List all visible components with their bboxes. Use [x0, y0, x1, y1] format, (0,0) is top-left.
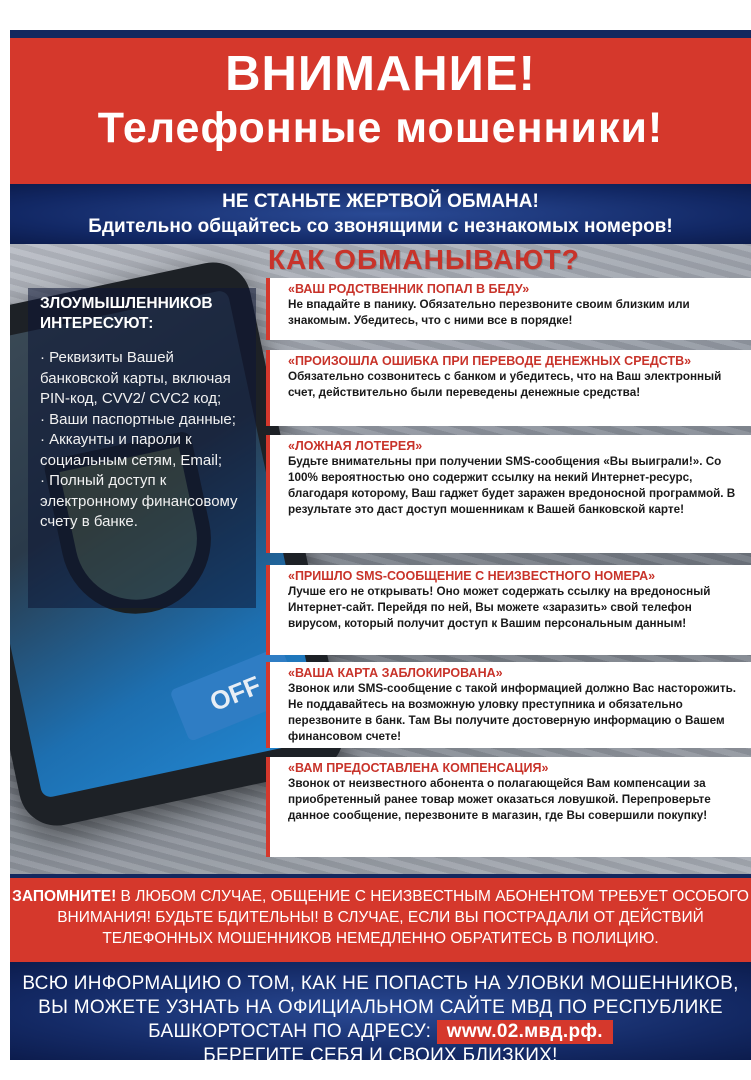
- scam-card-body: Звонок или SMS-сообщение с такой информацией должно Вас насторожить. Не поддавайтесь на возможную уловку преступника и обязательно перезвоните в банк. Там Вы получите достоверную информацию о Вашем финансовом счете!: [288, 682, 736, 743]
- off-button-image: OFF: [169, 646, 301, 742]
- headline-phone-scammers: Телефонные мошенники!: [97, 104, 664, 152]
- interest-item: · Реквизиты Вашей банковской карты, включая PIN-код, CVV2/ CVC2 код;: [40, 349, 231, 407]
- scam-card: [266, 757, 751, 857]
- scam-card: [266, 350, 751, 426]
- headline-attention: ВНИМАНИЕ!: [225, 47, 536, 101]
- remember-block: [10, 878, 751, 962]
- scam-card-title: «ЛОЖНАЯ ЛОТЕРЕЯ»: [288, 439, 423, 453]
- scam-card: [266, 435, 751, 553]
- interest-item: · Аккаунты и пароли к социальным сетям, Email;: [40, 431, 223, 469]
- scam-card-title: «ВАША КАРТА ЗАБЛОКИРОВАНА»: [288, 666, 503, 680]
- phone-photo-area: [10, 244, 751, 874]
- footer-closing: БЕРЕГИТЕ СЕБЯ И СВОИХ БЛИЗКИХ!: [203, 1045, 558, 1060]
- criminals-interest-panel: [28, 288, 256, 608]
- remember-lead: ЗАПОМНИТЕ!: [12, 888, 117, 905]
- scam-card-body: Звонок от неизвестного абонента о полагающейся Вам компенсации за приобретенный ранее товар может оказаться ловушкой. Перепроверьте данное сообщение, перезвоните в магазин, где Вы совершили покупку!: [288, 777, 711, 822]
- subtitle-warning: НЕ СТАНЬТЕ ЖЕРТВОЙ ОБМАНА!: [222, 191, 539, 212]
- interest-item: · Ваши паспортные данные;: [40, 410, 236, 428]
- section-title-how: КАК ОБМАНЫВАЮТ?: [268, 244, 580, 275]
- scam-card-body: Будьте внимательны при получении SMS-сообщения «Вы выиграли!». Со 100% вероятностью оно содержит ссылку на некий Интернет-ресурс, благодаря которому, Ваш гаджет будет заражен вредоносной программой. В результате это даст доступ мошенникам к Вашей банковской карте!: [288, 455, 736, 516]
- scam-card: [266, 565, 751, 655]
- header-banner: [10, 38, 751, 184]
- scam-card-title: «ПРОИЗОШЛА ОШИБКА ПРИ ПЕРЕВОДЕ ДЕНЕЖНЫХ СРЕДСТВ»: [288, 354, 692, 368]
- panel-title: ЗЛОУМЫШЛЕННИКОВ ИНТЕРЕСУЮТ:: [40, 295, 213, 332]
- remember-text: В ЛЮБОМ СЛУЧАЕ, ОБЩЕНИЕ С НЕИЗВЕСТНЫМ АБОНЕНТОМ ТРЕБУЕТ ОСОБОГО ВНИМАНИЯ! БУДЬТЕ БДИТЕЛЬНЫ! В СЛУЧАЕ, ЕСЛИ ВЫ ПОСТРАДАЛИ ОТ ДЕЙСТВИЙ ТЕЛЕФОННЫХ МОШЕННИКОВ НЕМЕДЛЕННО ОБРАТИТЕСЬ В ПОЛИЦИЮ.: [57, 888, 749, 947]
- scam-card-title: «ВАШ РОДСТВЕННИК ПОПАЛ В БЕДУ»: [288, 282, 530, 296]
- footer-text: ВСЮ ИНФОРМАЦИЮ О ТОМ, КАК НЕ ПОПАСТЬ НА УЛОВКИ МОШЕННИКОВ, ВЫ МОЖЕТЕ УЗНАТЬ НА ОФИЦИАЛЬНОМ САЙТЕ МВД ПО РЕСПУБЛИКЕ БАШКОРТОСТАН ПО АДРЕСУ:: [22, 973, 739, 1042]
- scam-card-body: Не впадайте в панику. Обязательно перезвоните своим близким или знакомым. Убедитесь, что с ними все в порядке!: [288, 298, 690, 327]
- scam-card: [266, 662, 751, 748]
- scam-card-title: «ПРИШЛО SMS-СООБЩЕНИЕ С НЕИЗВЕСТНОГО НОМЕРА»: [288, 569, 656, 583]
- scam-card-title: «ВАМ ПРЕДОСТАВЛЕНА КОМПЕНСАЦИЯ»: [288, 761, 549, 775]
- scam-card-body: Обязательно созвонитесь с банком и убедитесь, что на Ваш электронный счет, действительно были переведены денежные средства!: [288, 370, 722, 399]
- site-link[interactable]: www.02.мвд.рф.: [437, 1020, 613, 1044]
- interest-item: · Полный доступ к электронному финансовому счету в банке.: [40, 472, 238, 530]
- footer-block: [10, 962, 751, 1060]
- subtitle-block: [10, 184, 751, 244]
- scam-card-body: Лучше его не открывать! Оно может содержать ссылку на вредоносный Интернет-сайт. Перейдя по ней, Вы можете «заразить» свой телефон вирусом, который получит доступ к Вашим персональным данным!: [288, 585, 711, 630]
- poster: [10, 30, 751, 1060]
- subtitle-advice: Бдительно общайтесь со звонящими с незнакомых номеров!: [88, 216, 673, 237]
- scam-card: [266, 278, 751, 340]
